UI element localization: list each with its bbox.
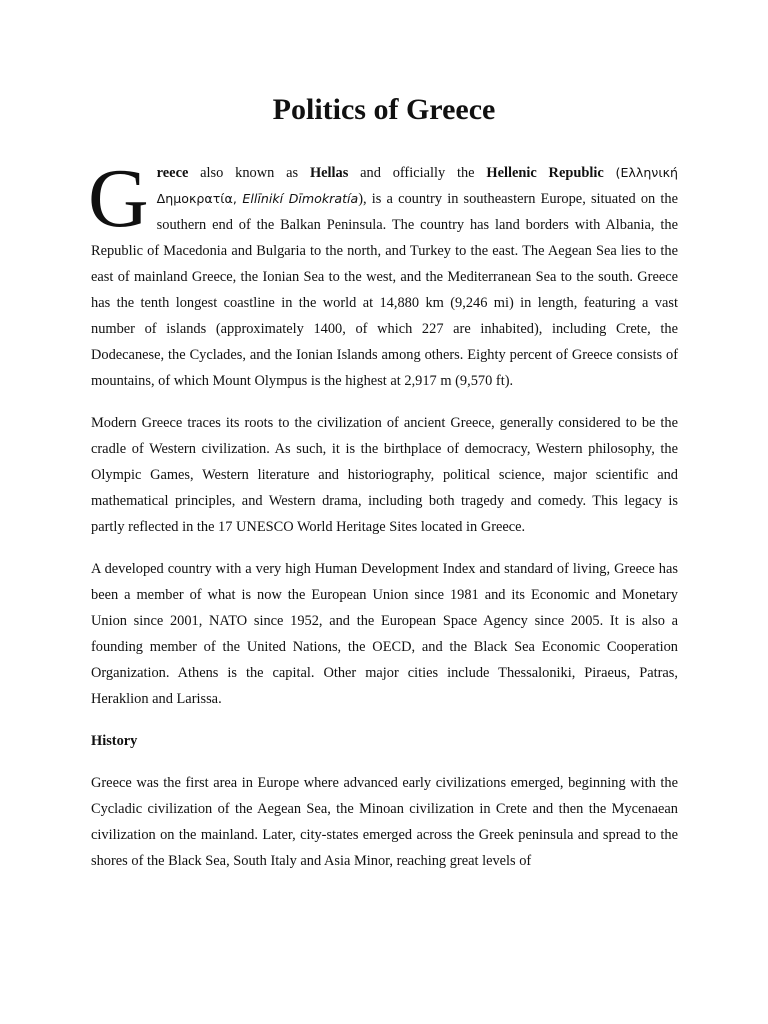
intro-text-2: and officially the [348, 165, 487, 181]
intro-text-3 [604, 165, 616, 181]
transliteration: Ellīnikí Dīmokratía [242, 191, 359, 206]
document-body [88, 152, 679, 890]
page-title: Politics of Greece [272, 93, 496, 126]
paragraph-modern-greece: A developed country with a very high Human Development Index and standard of living, Greece has been a member of what is now the European Union since 1981 and its Economic and Monetary Union since 2001, NATO since 1952, and the European Space Agency since 2005. It is also a founding member of the United Nations, the OECD, and the Black Sea Economic Cooperation Organization. Athens is the capital. Other major cities include Thessaloniki, Piraeus, Patras, Heraklion and Larissa. [91, 561, 678, 707]
intro-text-1: also known as [188, 165, 310, 181]
paragraph-history: Greece was the first area in Europe where advanced early civilizations emerged, beginning with the Cycladic civilization of the Aegean Sea, the Minoan civilization in Crete and then the Mycenaean civilization on the mainland. Later, city-states emerged across the Greek peninsula and spread to the shores of the Black Sea, South Italy and Asia Minor, reaching great levels of [91, 775, 678, 869]
intro-paragraph [88, 152, 679, 394]
paragraph-ancient-greece: Modern Greece traces its roots to the civilization of ancient Greece, generally considered to be the cradle of Western civilization. As such, it is the birthplace of democracy, Western philosophy, the Olympic Games, Western literature and historiography, political science, major scientific and mathematical principles, and Western drama, including both tragedy and comedy. This legacy is partly reflected in the 17 UNESCO World Heritage Sites located in Greece. [91, 415, 678, 535]
greek-name: (Ελληνική Δημοκρατία, [156, 165, 679, 206]
term-hellenic-republic: Hellenic Republic [486, 165, 604, 181]
intro-text-4: ), is a country in southeastern Europe, situated on the southern end of the Balkan Peninsula. The country has land borders with Albania, the Republic of Macedonia and Bulgaria to the north, and Turkey to the east. The Aegean Sea lies to the east of mainland Greece, the Ionian Sea to the west, and the Mediterranean Sea to the south. Greece has the tenth longest coastline in the world at 14,880 km (9,246 mi) in length, featuring a vast number of islands (approximately 1400, of which 227 are inhabited), including Crete, the Dodecanese, the Cyclades, and the Ionian Islands among others. Eighty percent of Greece consists of mountains, of which Mount Olympus is the highest at 2,917 m (9,570 ft). [91, 191, 678, 389]
drop-cap: G [88, 152, 149, 245]
term-hellas: Hellas [309, 165, 349, 181]
term-greece: reece [156, 165, 189, 181]
section-heading-history: History [91, 733, 138, 749]
